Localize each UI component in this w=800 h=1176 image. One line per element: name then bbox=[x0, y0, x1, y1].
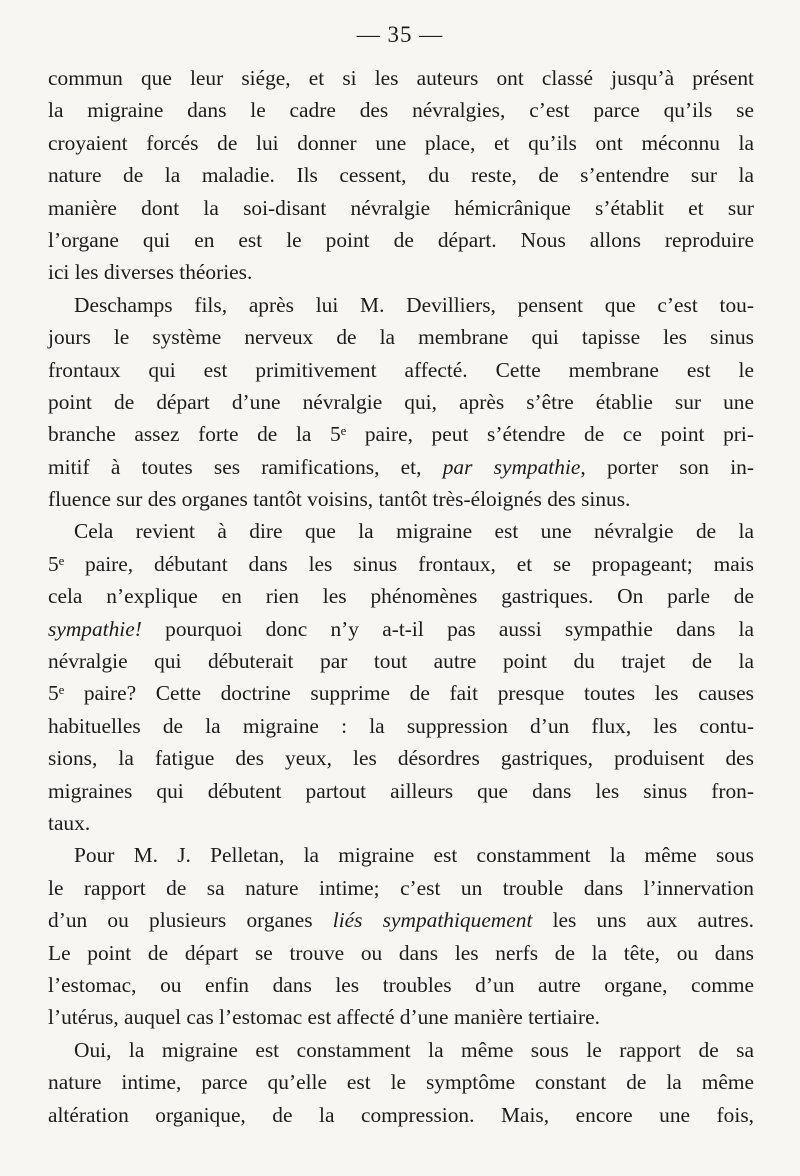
text-line: l’estomac, ou enfin dans les troubles d’un autre organe, comme bbox=[48, 972, 754, 997]
italic-segment: sympathie! bbox=[48, 616, 142, 641]
text-line: manière dont la soi-disant névralgie hémicrânique s’établit et sur bbox=[48, 195, 754, 220]
text-line: habituelles de la migraine : la suppression d’un flux, les contu- bbox=[48, 713, 754, 738]
text-segment: les uns aux autres. bbox=[532, 908, 754, 933]
text-segment: , porter son in- bbox=[580, 454, 754, 479]
text-line: point de départ d’une névralgie qui, après s’être établie sur une bbox=[48, 389, 754, 414]
text-segment: mitif à toutes ses ramifications, et, bbox=[48, 454, 443, 479]
text-line: Oui, la migraine est constamment la même sous le rapport de sa bbox=[74, 1037, 754, 1062]
text-line: croyaient forcés de lui donner une place, et qu’ils ont méconnu la bbox=[48, 130, 754, 155]
text-line: jours le système nerveux de la membrane qui tapisse les sinus bbox=[48, 325, 754, 350]
text-line: ici les diverses théories. bbox=[48, 260, 253, 285]
text-line: Pour M. J. Pelletan, la migraine est constamment la même sous bbox=[74, 843, 754, 868]
text-line: 5ᵉ paire? Cette doctrine supprime de fait presque toutes les causes bbox=[48, 681, 754, 706]
text-line: la migraine dans le cadre des névralgies, c’est parce qu’ils se bbox=[48, 98, 754, 123]
text-line: nature intime, parce qu’elle est le symptôme constant de la même bbox=[48, 1070, 754, 1095]
page-number: — 35 — bbox=[356, 22, 444, 47]
text-line: altération organique, de la compression. Mais, encore une fois, bbox=[48, 1102, 754, 1127]
text-line bbox=[48, 451, 754, 483]
body-text bbox=[48, 62, 754, 1131]
text-line bbox=[48, 613, 754, 645]
text-line: névralgie qui débuterait par tout autre point du trajet de la bbox=[48, 649, 754, 674]
text-line: branche assez forte de la 5ᵉ paire, peut s’étendre de ce point pri- bbox=[48, 422, 754, 447]
text-line: cela n’explique en rien les phénomènes gastriques. On parle de bbox=[48, 584, 754, 609]
italic-segment: par sympathie bbox=[442, 454, 581, 479]
text-line: migraines qui débutent partout ailleurs que dans les sinus fron- bbox=[48, 778, 754, 803]
text-line: frontaux qui est primitivement affecté. Cette membrane est le bbox=[48, 357, 754, 382]
text-line: fluence sur des organes tantôt voisins, tantôt très-éloignés des sinus. bbox=[48, 487, 631, 512]
text-line: le rapport de sa nature intime; c’est un trouble dans l’innervation bbox=[48, 875, 754, 900]
text-line bbox=[48, 904, 754, 936]
text-line: l’utérus, auquel cas l’estomac est affecté d’une manière tertiaire. bbox=[48, 1005, 600, 1030]
text-line: sions, la fatigue des yeux, les désordres gastriques, produisent des bbox=[48, 746, 754, 771]
text-line: nature de la maladie. Ils cessent, du reste, de s’entendre sur la bbox=[48, 163, 754, 188]
text-segment: d’un ou plusieurs organes bbox=[48, 908, 333, 933]
text-segment: pourquoi donc n’y a-t-il pas aussi sympathie dans la bbox=[141, 616, 754, 641]
text-line: commun que leur siége, et si les auteurs ont classé jusqu’à présent bbox=[48, 66, 754, 90]
text-line: 5ᵉ paire, débutant dans les sinus frontaux, et se propageant; mais bbox=[48, 551, 754, 576]
text-line: l’organe qui en est le point de départ. Nous allons reproduire bbox=[48, 227, 754, 252]
text-line: taux. bbox=[48, 810, 91, 835]
text-line: Cela revient à dire que la migraine est une névralgie de la bbox=[74, 519, 754, 544]
text-line: Le point de départ se trouve ou dans les nerfs de la tête, ou dans bbox=[48, 940, 754, 965]
text-line: Deschamps fils, après lui M. Devilliers, pensent que c’est tou- bbox=[74, 292, 754, 317]
italic-segment: liés sympathiquement bbox=[332, 908, 533, 933]
